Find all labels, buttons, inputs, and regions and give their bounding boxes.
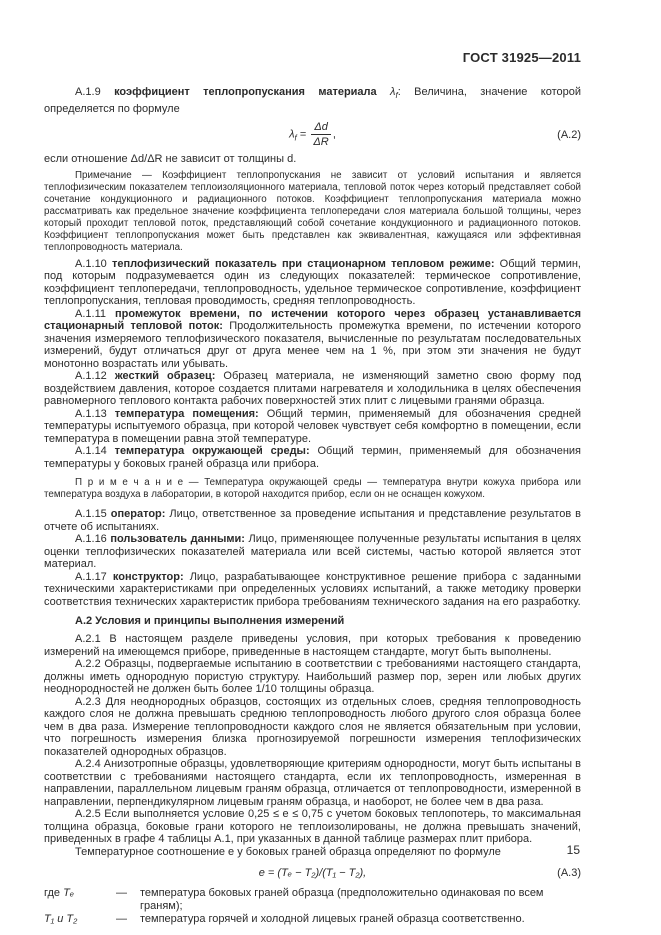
- formula-a2-label: (А.2): [557, 128, 581, 141]
- document-standard-number: ГОСТ 31925—2011: [462, 50, 581, 65]
- clause-text: : Величина, значение которой определяется по формуле: [44, 86, 582, 115]
- paragraph-a1-11: [44, 308, 581, 371]
- clause-number: А.1.15: [75, 508, 111, 521]
- symbol-te: Tₑ: [63, 887, 75, 900]
- clause-number: А.1.10: [75, 257, 112, 270]
- temperature-ratio-line: Температурное соотношение e у боковых граней образца определяют по формуле: [75, 845, 501, 858]
- clause-number: А.1.16: [75, 533, 111, 546]
- fraction: [311, 121, 331, 148]
- clause-text: Общий термин, применяемый для обозначения средней температуры испытуемого образца, при которой человек чувствует себя комфортно в помещении, если температура в помещении равна этой температуре.: [44, 407, 581, 445]
- symbol-definition-row: [44, 913, 581, 926]
- lambda-subscript: f: [294, 133, 297, 143]
- term-bold: теплофизический показатель при стационарном тепловом режиме:: [111, 257, 500, 270]
- fraction-denominator: ΔR: [313, 136, 329, 149]
- condition-line: если отношение Δd/ΔR не зависит от толщины d.: [44, 153, 297, 166]
- clause-number: А.2.3: [75, 695, 106, 708]
- page-number: 15: [566, 843, 580, 857]
- term-bold: пользователь данными:: [110, 533, 249, 546]
- clause-number: А.1.12: [75, 370, 115, 383]
- formula-a3-label: (А.3): [557, 867, 581, 880]
- dash: —: [116, 913, 127, 926]
- paragraph-a2-2: [44, 658, 581, 696]
- symbol-description: температура горячей и холодной лицевых граней образца соответственно.: [140, 913, 525, 926]
- formula-a2-body: [289, 121, 336, 148]
- clause-text: Общий термин, под которым подразумевается один из следующих показателей: термическое сопротивление, коэффициент теплопередачи, теплопроводность, удельное термическое сопротивление, коэффициент теплопропускания, тепловая проводимость, средняя теплопроводность.: [44, 257, 581, 308]
- clause-text: Лицо, ответственное за проведение испытания и представление результатов в отчете об испытаниях.: [44, 508, 582, 533]
- paragraph-a1-14: [44, 445, 581, 470]
- paragraph-a1-12: [44, 370, 581, 408]
- where-symbol: [44, 913, 116, 926]
- lambda-symbol: λ: [390, 86, 396, 98]
- paragraph-a1-15: [44, 508, 581, 533]
- fraction-numerator: Δd: [311, 121, 331, 135]
- term-bold: коэффициент теплопропускания материала: [114, 86, 391, 98]
- note-a1-14: П р и м е ч а н и е — Температура окружающей среды — температура внутри кожуха прибора или температура воздуха в лаборатории, в которой находится прибор, если он не оснащен кожухом.: [44, 477, 581, 501]
- paragraph-a2-5: [44, 808, 581, 846]
- equals-sign: =: [296, 128, 310, 141]
- paragraph-a1-16: [44, 533, 581, 571]
- paragraph-a1-13: [44, 408, 581, 446]
- term-bold: температура окружающей среды:: [114, 445, 318, 458]
- clause-text: Продолжительность промежутка времени, по истечении которого значения измеряемого теплофизического показателя, вычисленные по результатам последовательных измерений, будут отличаться друг от друга менее чем на 1 %, при этом эти значения не будут монотонно возрастать или убывать.: [44, 320, 581, 370]
- formula-a3: [44, 867, 581, 879]
- paragraph-a1-10: [44, 258, 581, 308]
- clause-number: А.1.9: [75, 86, 115, 98]
- clause-number: А.2.2: [75, 658, 105, 671]
- note-a1-9: Примечание — Коэффициент теплопропускания не зависит от условий испытания и является теплофизическим показателем теплоизоляционного материала, тепловой поток через который представляет собой сочетание кондукционного и радиационного потоков. Коэффициент теплопропускания материала можно рассматривать как предельное значение коэффициента теплопередачи слоя материала большой толщины, через который проходит тепловой поток, представляющий собой сочетание кондукционного и радиационного потоков. Коэффициент теплопропускания может быть представлен как эквивалентная, кажущаяся или эффективная теплопроводность материала.: [44, 169, 581, 253]
- symbol-description: температура боковых граней образца (предположительно одинаковая по всем граням);: [140, 887, 544, 913]
- clause-text: Образцы, подвергаемые испытанию в соответствии с требованиями настоящего стандарта, должны иметь однородную пористую структуру. Наибольший размер пор, зерен или любых других неоднородностей не должен быть более 1/10 толщины образца.: [44, 658, 581, 696]
- symbol-t1-t2: T₁ и T₂: [44, 913, 78, 926]
- term-bold: температура помещения:: [114, 407, 267, 420]
- paragraph-a1-17: [44, 571, 581, 609]
- clause-text: Если выполняется условие 0,25 ≤ e ≤ 0,75 с учетом боковых теплопотерь, то максимальная толщина образца, боковые грани которого не теплоизолированы, не должна превышать значений, приведенных в графе 4 таблицы А.1, при указанных в данной таблице размерах плит прибора.: [44, 808, 581, 846]
- formula-comma: ,: [332, 128, 336, 141]
- clause-text: Лицо, разрабатывающее конструктивное решение прибора с заданными техническими характеристиками при определенных условиях испытаний, а также методику проверки соответствия технических характеристик прибора требованиям технического задания на его разработку.: [44, 570, 582, 608]
- paragraph-a1-9: [44, 86, 581, 115]
- clause-number: А.1.13: [75, 407, 115, 420]
- term-bold: жесткий образец:: [114, 370, 224, 383]
- formula-a3-body: e = (Tₑ − T₂)/(T₁ − T₂),: [258, 867, 367, 880]
- clause-text: Общий термин, применяемый для обозначения температуры у боковых граней образца или прибора.: [44, 445, 582, 470]
- term-bold: оператор:: [110, 508, 170, 521]
- lambda-symbol: λ: [289, 128, 295, 141]
- document-page: [44, 50, 581, 926]
- clause-number: А.2.5: [75, 808, 105, 821]
- clause-text: Анизотропные образцы, удовлетворяющие критериям однородности, могут быть испытаны в соответствии с требованиями настоящего стандарта, если их теплопроводность, измеренная в направлении, параллельном лицевым граням образца, отличается от теплопроводности, измеренной в направлении, перпендикулярном лицевым граням образца, и наоборот, не более чем в два раза.: [44, 758, 581, 808]
- lambda-subscript: f: [395, 91, 398, 101]
- section-heading-a2: А.2 Условия и принципы выполнения измерений: [75, 615, 345, 628]
- term-bold: конструктор:: [112, 570, 190, 583]
- clause-text: Лицо, применяющее полученные результаты испытания в целях оценки теплофизических показателей материала или всей системы, частью которой является этот материал.: [44, 533, 581, 571]
- where-symbol: [44, 887, 116, 913]
- paragraph-a2-3: [44, 696, 581, 759]
- formula-a2: [44, 121, 581, 148]
- clause-text: Образец материала, не изменяющий заметно свою форму под воздействием давления, которое создается плитами нагревателя и холодильника в целях обеспечения равномерного теплового контакта рабочих поверхностей этих плит с лицевыми гранями образца.: [44, 370, 582, 408]
- clause-number: А.2.1: [75, 633, 110, 646]
- clause-number: А.1.14: [75, 445, 115, 458]
- clause-number: А.2.4: [75, 758, 104, 771]
- clause-number: А.1.17: [75, 570, 113, 583]
- symbol-definitions: [44, 887, 581, 926]
- paragraph-a2-1: [44, 633, 581, 658]
- clause-text: Для неоднородных образцов, состоящих из отдельных слоев, средняя теплопроводность каждого слоя не должна превышать среднюю теплопроводность любого другого слоя образца более чем в два раза. Измерение теплопроводности каждого слоя не является обязательным при условии, что погрешность измерения близка прогнозируемой погрешности измерения теплофизических показателей однородных образцов.: [44, 695, 581, 758]
- clause-text: В настоящем разделе приведены условия, при которых требования к проведению измерений на имеющемся приборе, приведенные в настоящем стандарте, могут быть выполнены.: [44, 633, 581, 658]
- clause-number: А.1.11: [75, 307, 116, 320]
- where-lead: где: [44, 887, 64, 900]
- term-bold: промежуток времени, по истечении которого через образец устанавливается стационарный тепловой поток:: [44, 307, 581, 333]
- paragraph-a2-4: [44, 758, 581, 808]
- symbol-definition-row: [44, 887, 581, 913]
- dash: —: [116, 887, 127, 900]
